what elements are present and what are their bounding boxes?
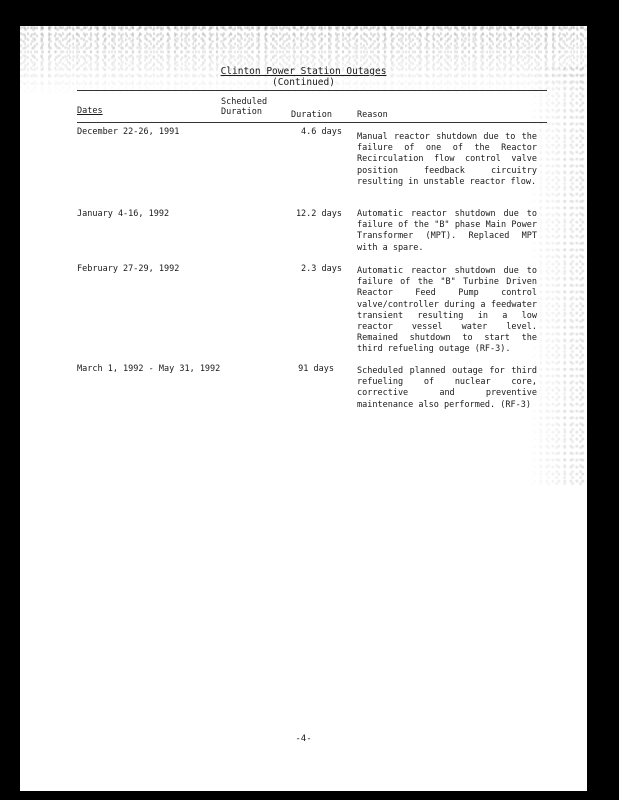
row-4-date: March 1, 1992 - May 31, 1992	[77, 364, 221, 374]
col-header-scheduled-line1: Scheduled	[221, 97, 268, 107]
punch-hole	[7, 180, 19, 192]
row-2-duration: 12.2 days	[295, 209, 342, 219]
col-header-duration: Duration	[291, 110, 332, 120]
punch-hole	[7, 246, 19, 258]
row-4-scheduled: 91 days	[298, 364, 334, 374]
row-4-reason: Scheduled planned outage for third refueling of nuclear core, corrective and preventive maintenance also performed. (RF-3)	[357, 366, 537, 410]
title-subtitle: (Continued)	[272, 77, 335, 88]
punch-hole	[7, 580, 19, 592]
row-3-reason: Automatic reactor shutdown due to failure of the "B" Turbine Driven Reactor Feed Pump control valve/controller during a feedwater transient resulting in a low reactor vessel water level. Remained shutdown to start the third refueling outage (RF-3).	[357, 266, 537, 355]
row-3-duration: 2.3 days	[301, 264, 342, 274]
row-2-date: January 4-16, 1992	[77, 209, 170, 219]
punch-hole	[7, 446, 19, 458]
row-1-date: December 22-26, 1991	[77, 127, 180, 137]
col-header-reason: Reason	[357, 110, 388, 120]
punch-hole	[7, 380, 19, 392]
punch-hole	[7, 646, 19, 658]
punch-hole	[7, 716, 19, 728]
row-3-date: February 27-29, 1992	[77, 264, 180, 274]
punch-hole	[7, 512, 19, 524]
document-page	[20, 26, 587, 791]
col-header-scheduled-line2: Duration	[221, 107, 262, 117]
header-rule-bottom	[77, 122, 547, 123]
col-header-scheduled	[221, 97, 267, 117]
document-title	[20, 66, 587, 88]
header-rule-top	[77, 90, 547, 91]
row-2-reason: Automatic reactor shutdown due to failure of the "B" phase Main Power Transformer (MPT). Replaced MPT with a spare.	[357, 209, 537, 253]
page-number: -4-	[295, 734, 312, 744]
title-main: Clinton Power Station Outages	[220, 66, 387, 77]
col-header-dates: Dates	[77, 106, 103, 116]
row-1-reason: Manual reactor shutdown due to the failure of one of the Reactor Recirculation flow control valve position feedback circuitry resulting in unstable reactor flow.	[357, 132, 537, 187]
punch-hole	[7, 314, 19, 326]
row-1-duration: 4.6 days	[301, 127, 342, 137]
